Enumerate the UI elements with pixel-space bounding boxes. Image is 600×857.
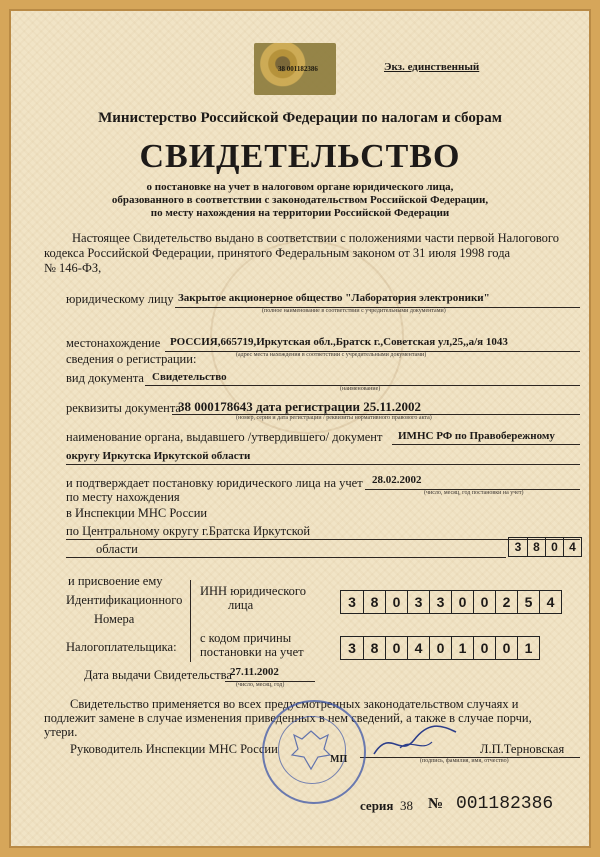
- issue-date: 27.11.2002: [230, 666, 279, 678]
- head-name: Л.П.Терновская: [480, 742, 565, 756]
- code-digit: 4: [563, 538, 581, 556]
- kpp-digit: 3: [348, 640, 356, 656]
- code-digit: 8: [527, 538, 545, 556]
- footer-line-3: утери.: [44, 725, 78, 739]
- authority-value-1: ИМНС РФ по Правобережному: [398, 430, 555, 442]
- inn-taxpayer-label: Налогоплательщика:: [66, 640, 177, 654]
- intro-line-2: кодекса Российской Федерации, принятого Федеральным законом от 31 июля 1998 года: [44, 246, 511, 260]
- doc-type-value: Свидетельство: [152, 371, 227, 383]
- kpp-label-1: с кодом причины: [200, 631, 292, 645]
- head-caption: (подпись, фамилия, имя, отчество): [420, 758, 509, 764]
- inn-digit: 4: [539, 591, 561, 613]
- subtitle-line-1: о постановке на учет в налоговом органе юридического лица,: [146, 181, 454, 193]
- details-caption: (номер, серия и дата регистрации / реквизиты нормативного правового акта): [236, 415, 432, 421]
- kpp-digit: 1: [517, 637, 539, 659]
- entity-caption: (полное наименование в соответствии с учредительными документами): [262, 308, 446, 314]
- entity-label: юридическому лицу: [66, 292, 174, 306]
- footer-line-2: подлежит замене в случае изменения приведенных в нем сведений, а также в случае порчи,: [44, 711, 532, 725]
- code-digit: 3: [514, 540, 522, 554]
- inn-digit: 8: [363, 591, 385, 613]
- details-value: 38 000178643 дата регистрации 25.11.2002: [178, 399, 421, 414]
- inn-digit: 3: [348, 594, 356, 610]
- seal-mp: МП: [330, 754, 348, 765]
- inn-digits-box: [340, 590, 562, 614]
- kpp-digit: 0: [429, 637, 451, 659]
- doc-type-label: вид документа: [66, 371, 144, 385]
- inn-assign-label: и присвоение ему: [68, 574, 163, 588]
- subtitle-line-3: по месту нахождения на территории Российской Федерации: [150, 207, 450, 219]
- inspection-line-2: по Центральному округу г.Братска Иркутской: [66, 524, 311, 538]
- issue-caption: (число, месяц, год): [236, 682, 285, 688]
- registration-label: сведения о регистрации:: [66, 352, 197, 366]
- authority-value-2: округу Иркутска Иркутской области: [66, 450, 251, 462]
- confirm-caption: (число, месяц, год постановки на учет): [424, 490, 524, 496]
- location-label: местонахождение: [66, 336, 161, 350]
- inn-digit: 0: [451, 591, 473, 613]
- inn-label-1: ИНН юридического: [200, 584, 306, 598]
- ministry-name: Министерство Российской Федерации по налогам и сборам: [98, 110, 502, 126]
- footer-line-1: Свидетельство применяется во всех предусмотренных законодательством случаях и: [70, 697, 519, 711]
- place-label: по месту нахождения: [66, 490, 180, 504]
- copy-label: Экз. единственный: [384, 61, 480, 73]
- intro-line-3: № 146-ФЗ,: [44, 261, 102, 275]
- inn-ident-label: Идентификационного: [66, 593, 183, 607]
- entity-value: Закрытое акционерное общество "Лаборатория электроники": [178, 292, 490, 304]
- kpp-digit: 0: [495, 637, 517, 659]
- kpp-digit: 1: [451, 637, 473, 659]
- confirm-label: и подтверждает постановку юридического лица на учет: [66, 476, 363, 490]
- kpp-digit: 0: [473, 637, 495, 659]
- kpp-label-2: постановки на учет: [200, 645, 304, 659]
- series-label: серия: [360, 798, 394, 813]
- series-number: 001182386: [456, 794, 554, 814]
- code-digit: 0: [545, 538, 563, 556]
- kpp-digit: 4: [407, 637, 429, 659]
- intro-line-1: Настоящее Свидетельство выдано в соответствии с положениями части первой Налогового: [72, 231, 559, 245]
- number-sign: №: [428, 796, 444, 812]
- inn-digit: 5: [517, 591, 539, 613]
- doc-type-caption: (наименование): [340, 386, 381, 392]
- inspection-line-3: области: [96, 542, 138, 556]
- location-caption: (адрес места нахождения в соответствии с учредительными документами): [236, 352, 427, 358]
- issue-label: Дата выдачи Свидетельства: [84, 668, 232, 682]
- inn-digit: 3: [407, 591, 429, 613]
- kpp-digits-box: [340, 636, 540, 660]
- location-value: РОССИЯ,665719,Иркутская обл.,Братск г.,Советская ул,25,,а/я 1043: [170, 336, 508, 348]
- inn-label-2: лица: [228, 598, 254, 612]
- inn-digit: 2: [495, 591, 517, 613]
- inn-digit: 3: [429, 591, 451, 613]
- inn-digit: 0: [473, 591, 495, 613]
- authority-label: наименование органа, выдавшего /утвердившего/ документ: [66, 430, 383, 444]
- inspection-code-box: [508, 537, 582, 557]
- confirm-date: 28.02.2002: [372, 474, 422, 486]
- kpp-digit: 0: [385, 637, 407, 659]
- details-label: реквизиты документа: [66, 401, 181, 415]
- hologram-number: 38 001182386: [278, 65, 318, 73]
- page-title: СВИДЕТЕЛЬСТВО: [139, 138, 461, 175]
- eagle-emblem-icon: [290, 725, 332, 773]
- head-label: Руководитель Инспекции МНС России: [70, 742, 278, 756]
- inspection-line-1: в Инспекции МНС России: [66, 506, 208, 520]
- signature: [370, 718, 460, 762]
- inn-number-label: Номера: [94, 612, 135, 626]
- inn-digit: 0: [385, 591, 407, 613]
- kpp-digit: 8: [363, 637, 385, 659]
- series-value: 38: [400, 798, 413, 813]
- subtitle-line-2: образованного в соответствии с законодательством Российской Федерации,: [111, 194, 489, 206]
